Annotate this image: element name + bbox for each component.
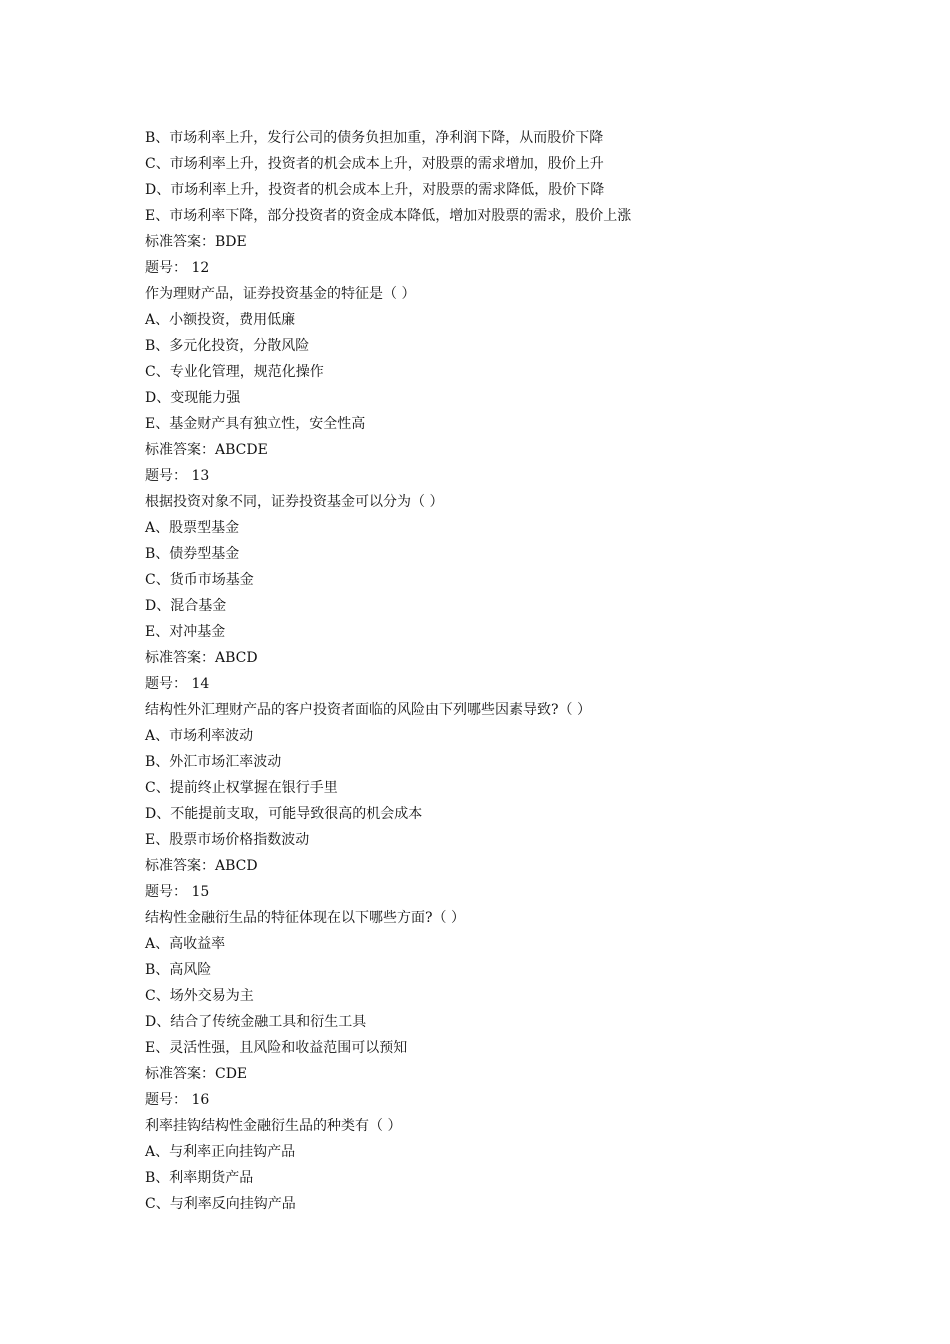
question-text: 根据投资对象不同，证券投资基金可以分为（ ） (145, 494, 444, 510)
option-line: B、外汇市场汇率波动 (145, 754, 282, 770)
answer-line: 标准答案：ABCD (145, 650, 258, 666)
question-number: 题号： 12 (145, 260, 210, 276)
option-line: B、多元化投资，分散风险 (145, 338, 310, 354)
question-text: 结构性金融衍生品的特征体现在以下哪些方面?（ ） (145, 910, 465, 926)
answer-line: 标准答案：BDE (145, 234, 247, 250)
option-line: A、小额投资，费用低廉 (145, 312, 296, 328)
answer-line: 标准答案：ABCD (145, 858, 258, 874)
option-line: C、货币市场基金 (145, 572, 254, 588)
document-page (145, 125, 905, 1217)
question-text: 结构性外汇理财产品的客户投资者面临的风险由下列哪些因素导致?（ ） (145, 702, 591, 718)
option-line: C、提前终止权掌握在银行手里 (145, 780, 338, 796)
question-number: 题号： 14 (145, 676, 210, 692)
question-text: 作为理财产品，证券投资基金的特征是（ ） (145, 286, 416, 302)
answer-line: 标准答案：CDE (145, 1066, 248, 1082)
option-line: B、债券型基金 (145, 546, 240, 562)
option-line: C、市场利率上升，投资者的机会成本上升，对股票的需求增加，股价上升 (145, 156, 604, 172)
option-line: D、结合了传统金融工具和衍生工具 (145, 1014, 367, 1030)
option-line: D、变现能力强 (145, 390, 241, 406)
option-line: A、市场利率波动 (145, 728, 254, 744)
option-line: E、市场利率下降，部分投资者的资金成本降低，增加对股票的需求，股价上涨 (145, 208, 632, 224)
option-line: D、混合基金 (145, 598, 227, 614)
option-line: D、市场利率上升，投资者的机会成本上升，对股票的需求降低，股价下降 (145, 182, 605, 198)
option-line: C、场外交易为主 (145, 988, 254, 1004)
option-line: C、与利率反向挂钩产品 (145, 1196, 296, 1212)
option-line: C、专业化管理，规范化操作 (145, 364, 324, 380)
question-number: 题号： 15 (145, 884, 210, 900)
option-line: A、高收益率 (145, 936, 226, 952)
option-line: B、市场利率上升，发行公司的债务负担加重，净利润下降，从而股价下降 (145, 130, 604, 146)
option-line: D、不能提前支取，可能导致很高的机会成本 (145, 806, 423, 822)
option-line: A、股票型基金 (145, 520, 240, 536)
option-line: E、股票市场价格指数波动 (145, 832, 310, 848)
question-number: 题号： 13 (145, 468, 210, 484)
option-line: A、与利率正向挂钩产品 (145, 1144, 296, 1160)
question-number: 题号： 16 (145, 1092, 210, 1108)
option-line: E、对冲基金 (145, 624, 226, 640)
option-line: B、高风险 (145, 962, 212, 978)
option-line: E、灵活性强，且风险和收益范围可以预知 (145, 1040, 408, 1056)
option-line: E、基金财产具有独立性，安全性高 (145, 416, 366, 432)
question-text: 利率挂钩结构性金融衍生品的种类有（ ） (145, 1118, 402, 1134)
answer-line: 标准答案：ABCDE (145, 442, 268, 458)
option-line: B、利率期货产品 (145, 1170, 254, 1186)
